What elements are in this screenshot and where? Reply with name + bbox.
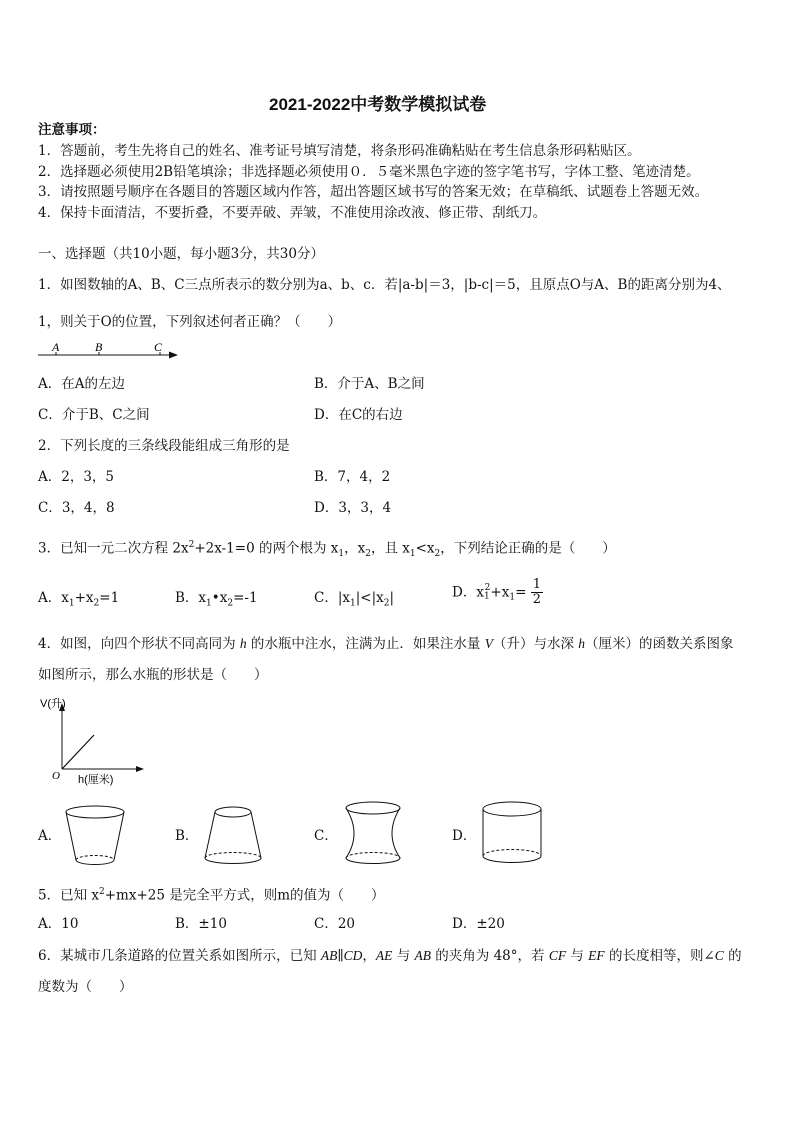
q2-option-d: D．3，3，4 — [314, 500, 392, 516]
axis-label-c: C — [154, 340, 163, 354]
section-heading: 一、选择题（共10小题，每小题3分，共30分） — [38, 246, 324, 262]
volume-depth-graph — [38, 697, 148, 789]
q1-option-d: D．在C的右边 — [314, 407, 403, 423]
q5-option-b: B．±10 — [175, 916, 227, 932]
q1-option-b: B．介于A、B之间 — [314, 376, 425, 392]
page-title: 2021-2022中考数学模拟试卷 — [269, 95, 487, 114]
graph-ylabel: V(升) — [40, 698, 66, 710]
q1-stem-line2: 1，则关于O的位置，下列叙述何者正确？（ ） — [38, 314, 342, 330]
q4-stem-line2: 如图所示，那么水瓶的形状是（ ） — [38, 667, 268, 683]
graph-xlabel: h(厘米) — [78, 774, 114, 786]
bottle-d-figure — [478, 798, 548, 870]
q1-option-c: C．介于B、C之间 — [38, 407, 150, 423]
q5-option-d: D．±20 — [452, 916, 505, 932]
number-line-figure — [38, 340, 183, 364]
q4-option-d-label: D． — [452, 828, 477, 844]
q5-option-c: C．20 — [314, 916, 356, 932]
q3-option-b: B．$x_1•x_2=-1$ — [175, 590, 258, 609]
notice-item-2: 2．选择题必须使用2B铅笔填涂；非选择题必须使用０．５毫米黑色字迹的签字笔书写，字体工整、笔迹清楚。 — [38, 164, 700, 180]
notice-item-3: 3．请按照题号顺序在各题目的答题区域内作答，超出答题区域书写的答案无效；在草稿纸、试题卷上答题无效。 — [38, 184, 709, 200]
q4-option-c-label: C． — [314, 828, 338, 844]
axis-label-b: B — [95, 340, 103, 354]
q4-option-b-label: B． — [175, 828, 199, 844]
q4-stem-line1: 4．如图，向四个形状不同高同为 h 的水瓶中注水，注满为止．如果注水量 V（升）与水深 h（厘米）的函数关系图象 — [38, 636, 734, 652]
notice-item-1: 1．答题前，考生先将自己的姓名、准考证号填写清楚，将条形码准确粘贴在考生信息条形码粘贴区。 — [38, 143, 641, 159]
notice-item-4: 4．保持卡面清洁，不要折叠，不要弄破、弄皱，不准使用涂改液、修正带、刮纸刀。 — [38, 205, 547, 221]
q2-option-a: A．2，3，5 — [38, 469, 115, 485]
q3-option-c: C．$|x_1|<|x_2|$ — [314, 590, 395, 609]
q3-stem: 3．已知一元二次方程 $2x^2+2x-1=0$ 的两个根为 $x_1$，$x_2$，且 $x_1<x_2$，下列结论正确的是（ ） — [38, 540, 616, 560]
q6-stem-line2: 度数为（ ） — [38, 979, 133, 995]
axis-label-a: A — [52, 340, 60, 354]
q2-stem: 2．下列长度的三条线段能组成三角形的是 — [38, 438, 290, 454]
graph-line — [62, 735, 94, 769]
notice-heading: 注意事项： — [38, 122, 106, 138]
bottle-b-figure — [200, 800, 270, 870]
q6-stem-line1: 6．某城市几条道路的位置关系如图所示，已知 AB∥CD，AE 与 AB 的夹角为 48°，若 CF 与 EF 的长度相等，则∠C 的 — [38, 948, 742, 964]
q3-option-a: A．$x_1+x_2=1$ — [38, 590, 120, 609]
q2-option-c: C．3，4，8 — [38, 500, 115, 516]
bottle-c-figure — [340, 798, 410, 870]
q1-option-a: A．在A的左边 — [38, 376, 125, 392]
q3-option-d: D．$x_1^2+x_1=$ $\frac{1}{2}$ — [452, 577, 541, 607]
fraction-one-half: $\frac{1}{2}$ — [532, 577, 541, 607]
q5-stem: 5．已知 $x^2+mx+25$ 是完全平方式，则m的值为（ ） — [38, 887, 385, 904]
bottle-a-figure — [62, 800, 132, 870]
arrow-icon — [169, 352, 178, 359]
q1-stem-line1: 1．如图数轴的A、B、C三点所表示的数分别为a、b、c．若|a-b|＝3，|b-c|＝5，且原点O与A、B的距离分别为4、 — [38, 277, 731, 293]
graph-origin: O — [52, 770, 60, 782]
q2-option-b: B．7，4，2 — [314, 469, 391, 485]
q4-option-a-label: A． — [38, 828, 62, 844]
q5-option-a: A．10 — [38, 916, 79, 932]
x-arrow-icon — [136, 766, 144, 772]
